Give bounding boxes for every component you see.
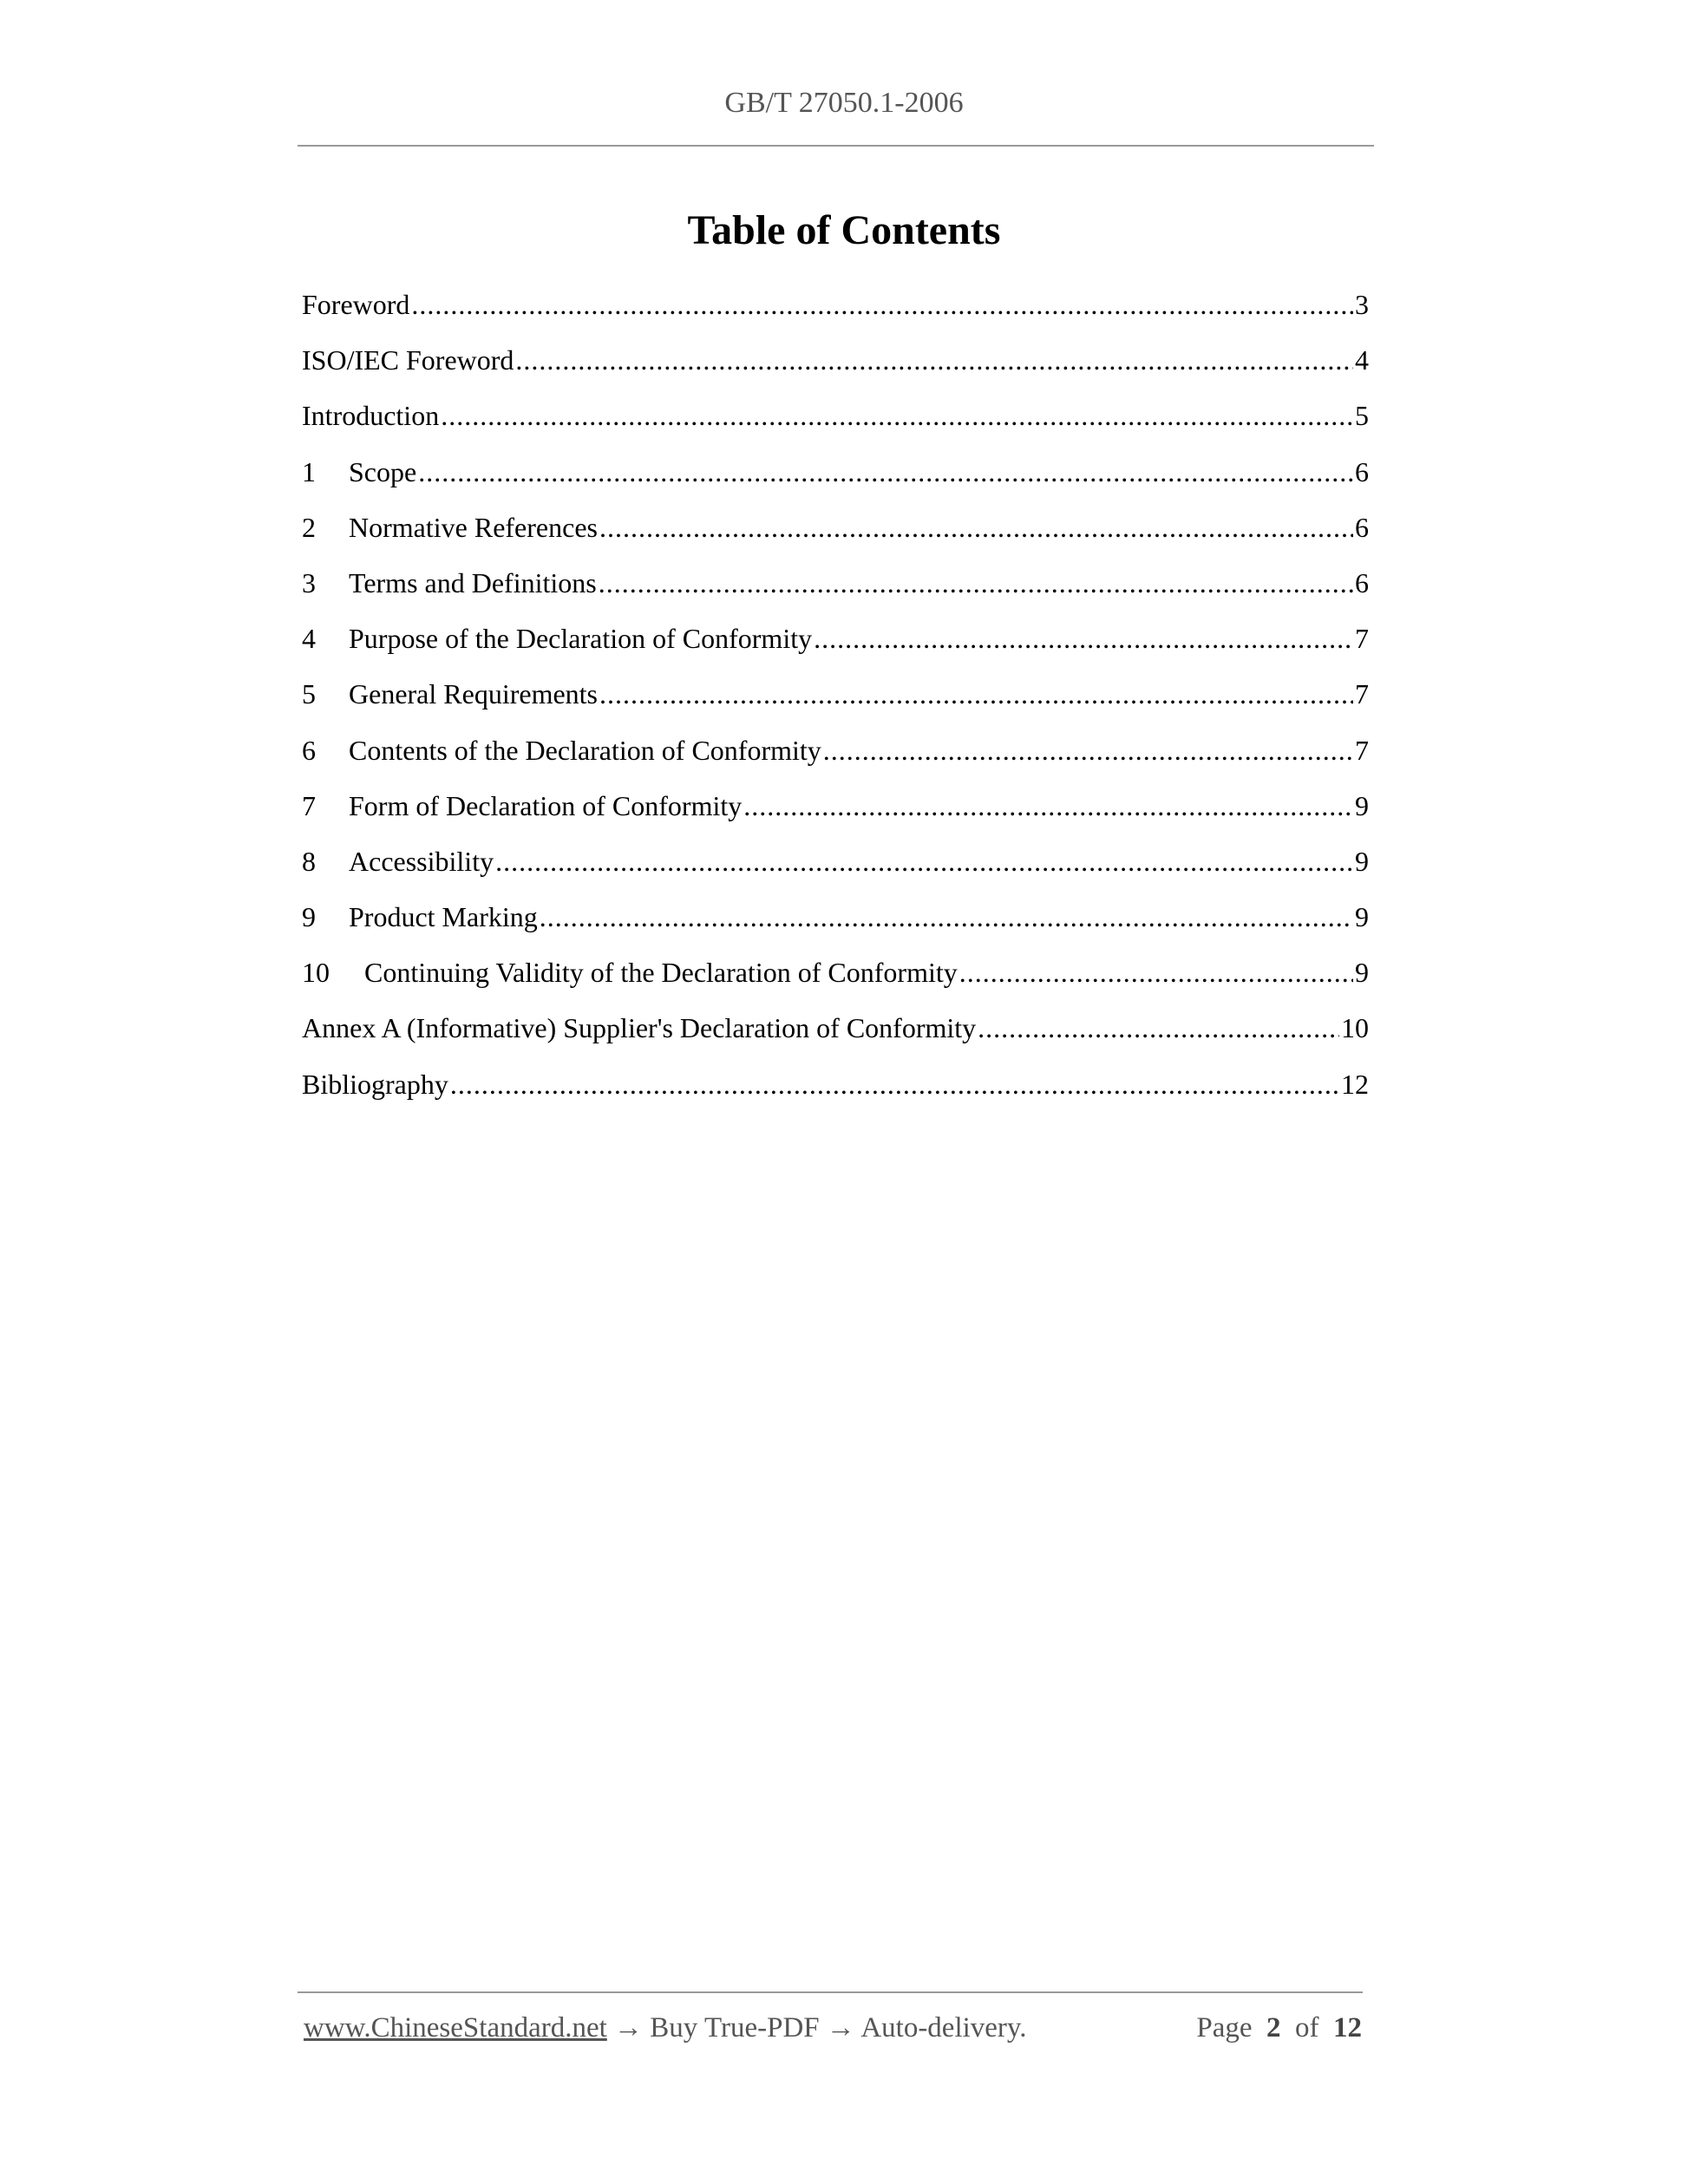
toc-entry-label: Terms and Definitions xyxy=(349,566,597,598)
of-label: of xyxy=(1295,2012,1319,2043)
toc-leader-dots xyxy=(959,957,1353,989)
toc-entry-label: Accessibility xyxy=(349,845,494,877)
header-divider xyxy=(298,145,1374,147)
toc-entry-label: General Requirements xyxy=(349,678,598,710)
toc-entry-number: 5 xyxy=(302,678,316,710)
toc-entry-label: Scope xyxy=(349,455,417,487)
page-indicator xyxy=(1196,2012,1362,2044)
toc-entry-label: Normative References xyxy=(349,511,598,543)
toc-entry-page: 7 xyxy=(1355,734,1369,766)
toc-entry[interactable] xyxy=(302,1069,1369,1124)
toc-entry[interactable] xyxy=(302,678,1369,734)
table-of-contents xyxy=(302,289,1369,1124)
toc-leader-dots xyxy=(540,901,1353,933)
toc-leader-dots xyxy=(814,623,1353,655)
toc-entry-page: 5 xyxy=(1355,400,1369,432)
toc-entry-label: Bibliography xyxy=(302,1068,448,1100)
toc-leader-dots xyxy=(450,1069,1339,1101)
toc-entry-page: 9 xyxy=(1355,789,1369,821)
toc-entry-number: 7 xyxy=(302,789,316,821)
toc-entry-number: 6 xyxy=(302,734,316,766)
toc-leader-dots xyxy=(599,678,1353,710)
toc-entry-label: Introduction xyxy=(302,400,440,432)
toc-leader-dots xyxy=(599,567,1353,599)
footer-divider xyxy=(298,1991,1363,1993)
toc-entry-label: Continuing Validity of the Declaration of Conformity xyxy=(364,957,958,989)
chinesestandard-link[interactable]: www.ChineseStandard.net xyxy=(304,2012,607,2043)
toc-entry-page: 9 xyxy=(1355,845,1369,877)
toc-leader-dots xyxy=(441,400,1353,432)
toc-leader-dots xyxy=(823,735,1353,767)
toc-leader-dots xyxy=(978,1012,1339,1044)
page-title: Table of Contents xyxy=(687,207,1001,253)
toc-entry-number: 4 xyxy=(302,623,316,655)
toc-entry-number: 3 xyxy=(302,566,316,598)
buy-true-pdf-text: Buy True-PDF xyxy=(650,2012,820,2043)
arrow-right-icon: → xyxy=(614,2012,644,2043)
toc-entry-label: Purpose of the Declaration of Conformity xyxy=(349,623,813,655)
toc-entry-number: 1 xyxy=(302,455,316,487)
page-total: 12 xyxy=(1333,2012,1362,2043)
toc-entry[interactable] xyxy=(302,623,1369,678)
toc-entry[interactable] xyxy=(302,735,1369,790)
toc-entry-page: 12 xyxy=(1341,1068,1369,1100)
toc-leader-dots xyxy=(599,512,1353,544)
page-current: 2 xyxy=(1266,2012,1281,2043)
toc-entry[interactable] xyxy=(302,957,1369,1012)
auto-delivery-text: Auto-delivery. xyxy=(860,2012,1027,2043)
toc-entry-page: 6 xyxy=(1355,455,1369,487)
page-label: Page xyxy=(1196,2012,1253,2043)
toc-entry-number: 8 xyxy=(302,845,316,877)
toc-entry-page: 3 xyxy=(1355,289,1369,320)
toc-entry-label: Annex A (Informative) Supplier's Declaration of Conformity xyxy=(302,1012,977,1044)
toc-entry-page: 7 xyxy=(1355,678,1369,710)
toc-entry[interactable] xyxy=(302,400,1369,455)
toc-entry-page: 9 xyxy=(1355,957,1369,989)
toc-leader-dots xyxy=(515,344,1353,376)
toc-entry[interactable] xyxy=(302,901,1369,957)
document-header: GB/T 27050.1-2006 xyxy=(724,87,964,119)
toc-entry-label: ISO/IEC Foreword xyxy=(302,344,514,376)
toc-entry[interactable] xyxy=(302,1012,1369,1068)
toc-leader-dots xyxy=(418,456,1353,488)
toc-entry-page: 6 xyxy=(1355,566,1369,598)
toc-entry-page: 7 xyxy=(1355,623,1369,655)
toc-entry-page: 4 xyxy=(1355,344,1369,376)
arrow-right-icon: → xyxy=(826,2012,855,2043)
toc-entry-label: Product Marking xyxy=(349,901,538,933)
footer xyxy=(304,2012,1362,2044)
toc-entry[interactable] xyxy=(302,456,1369,512)
toc-entry[interactable] xyxy=(302,344,1369,400)
toc-entry[interactable] xyxy=(302,790,1369,846)
toc-leader-dots xyxy=(743,790,1353,822)
toc-entry-page: 6 xyxy=(1355,511,1369,543)
toc-entry[interactable] xyxy=(302,512,1369,567)
toc-entry-label: Form of Declaration of Conformity xyxy=(349,789,743,821)
toc-entry-page: 10 xyxy=(1341,1012,1369,1044)
toc-entry[interactable] xyxy=(302,846,1369,901)
toc-entry[interactable] xyxy=(302,567,1369,623)
toc-entry-number: 10 xyxy=(302,957,330,989)
toc-entry-page: 9 xyxy=(1355,901,1369,933)
toc-entry-number: 2 xyxy=(302,511,316,543)
toc-leader-dots xyxy=(411,289,1353,321)
toc-entry-label: Foreword xyxy=(302,289,410,320)
toc-leader-dots xyxy=(495,846,1353,878)
toc-entry-number: 9 xyxy=(302,901,316,933)
toc-entry-label: Contents of the Declaration of Conformity xyxy=(349,734,821,766)
toc-entry[interactable] xyxy=(302,289,1369,344)
